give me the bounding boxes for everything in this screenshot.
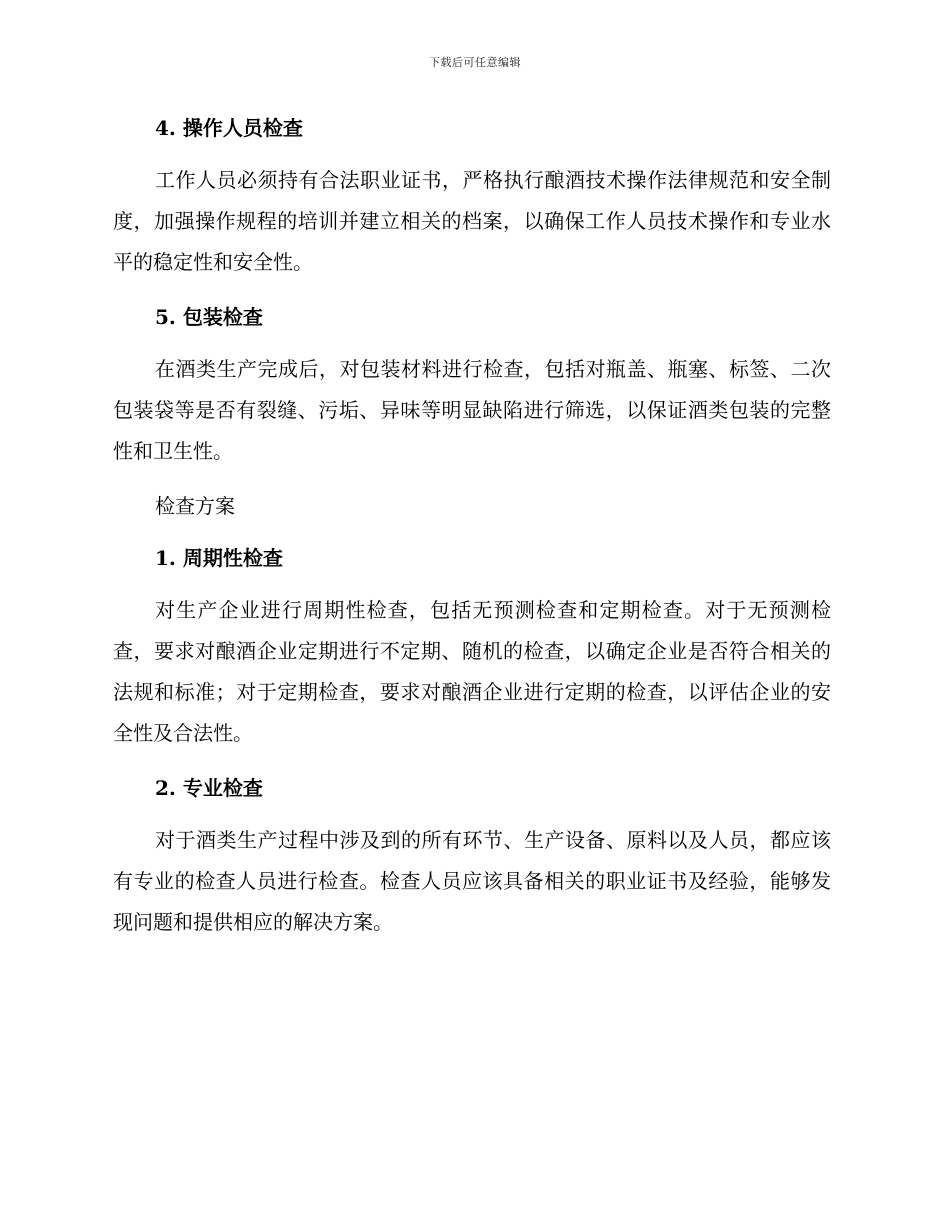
- section-heading-professional-check: 2. 专业检查: [155, 776, 263, 800]
- paragraph-packaging-check: 在酒类生产完成后，对包装材料进行检查，包括对瓶盖、瓶塞、标签、二次包装袋等是否有裂缝、污垢、异味等明显缺陷进行筛选，以保证酒类包装的完整性和卫生性。: [113, 357, 831, 463]
- paragraph-periodic-check: 对生产企业进行周期性检查，包括无预测检查和定期检查。对于无预测检查，要求对酿酒企业定期进行不定期、随机的检查，以确定企业是否符合相关的法规和标准；对于定期检查，要求对酿酒企业进行定期的检查，以评估企业的安全性及合法性。: [113, 598, 831, 745]
- page-header: 下载后可任意编辑: [429, 56, 521, 69]
- paragraph-professional-check: 对于酒类生产过程中涉及到的所有环节、生产设备、原料以及人员，都应该有专业的检查人员进行检查。检查人员应该具备相关的职业证书及经验，能够发现问题和提供相应的解决方案。: [113, 828, 831, 934]
- section-heading-inspection-plan: 检查方案: [155, 494, 235, 518]
- section-heading-packaging-check: 5. 包装检查: [155, 305, 263, 329]
- section-heading-operator-check: 4. 操作人员检查: [155, 116, 303, 140]
- document-body: [113, 108, 831, 943]
- paragraph-operator-check: 工作人员必须持有合法职业证书，严格执行酿酒技术操作法律规范和安全制度，加强操作规程的培训并建立相关的档案，以确保工作人员技术操作和专业水平的稳定性和安全性。: [113, 168, 831, 274]
- section-heading-periodic-check: 1. 周期性检查: [155, 546, 283, 570]
